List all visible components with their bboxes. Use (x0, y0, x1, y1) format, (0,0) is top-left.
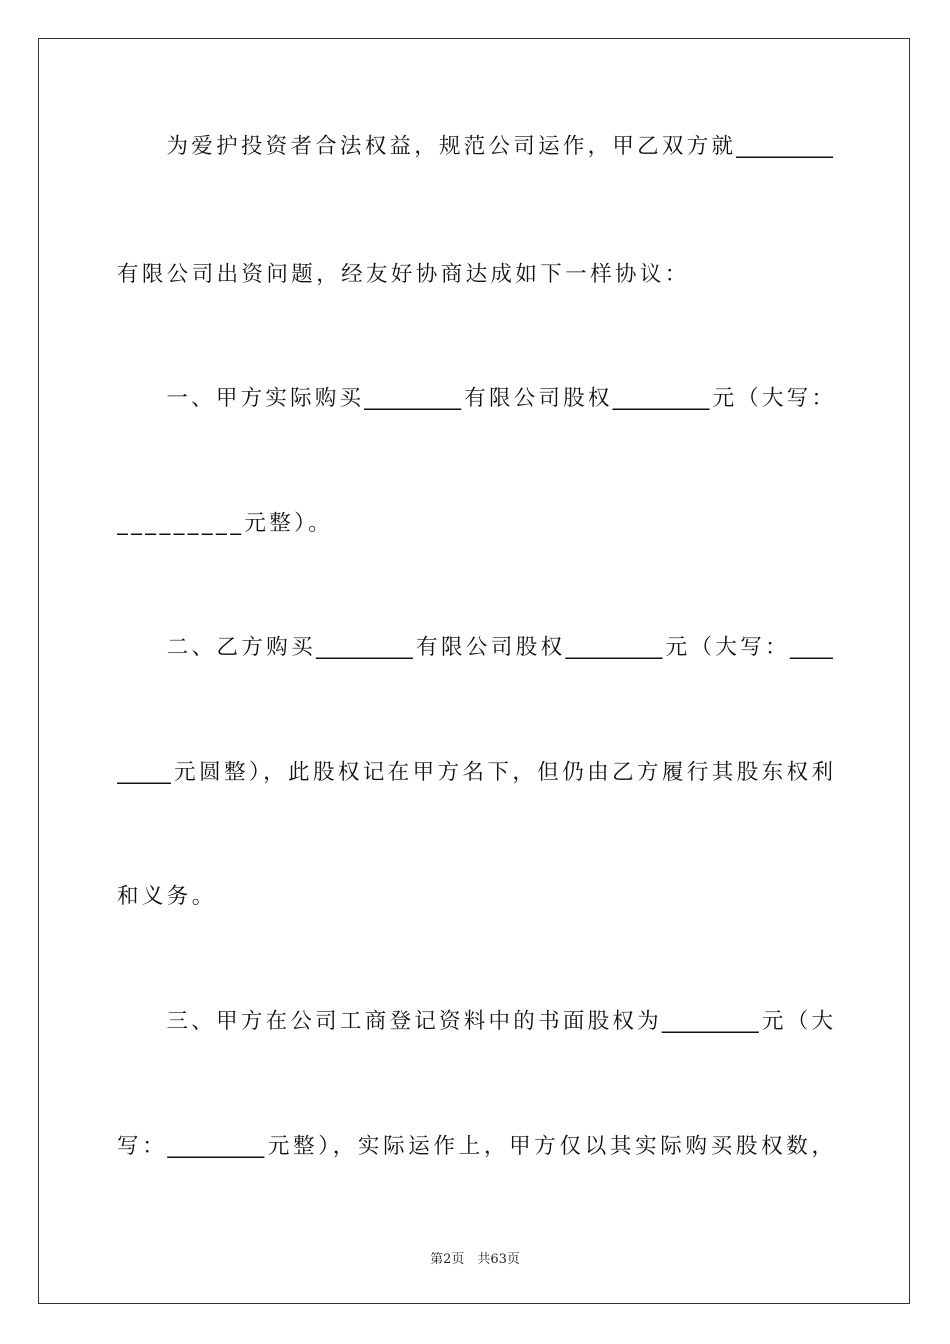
paragraph-intro-line-2: 有限公司出资问题，经友好协商达成如下一样协议： (117, 262, 690, 287)
paragraph-intro-line-1: 为爱护投资者合法权益，规范公司运作，甲乙双方就_________ (117, 134, 833, 159)
page-border (38, 38, 910, 1304)
clause-two-line-1: 二、乙方购买_________有限公司股权_________元（大写：____ (117, 635, 833, 660)
clause-two-line-3: 和义务。 (117, 884, 217, 909)
clause-one-line-1: 一、甲方实际购买_________有限公司股权_________元（大写： (117, 386, 833, 411)
clause-three-line-1: 三、甲方在公司工商登记资料中的书面股权为_________元（大 (117, 1009, 833, 1034)
clause-two-line-2: _____元圆整），此股权记在甲方名下，但仍由乙方履行其股东权利 (117, 760, 833, 785)
page-number-footer: 第2页 共63页 (430, 1252, 520, 1267)
clause-three-line-2: 写：_________元整），实际运作上，甲方仅以其实际购买股权数， (117, 1134, 833, 1159)
clause-one-line-2: _________元整）。 (117, 511, 334, 536)
